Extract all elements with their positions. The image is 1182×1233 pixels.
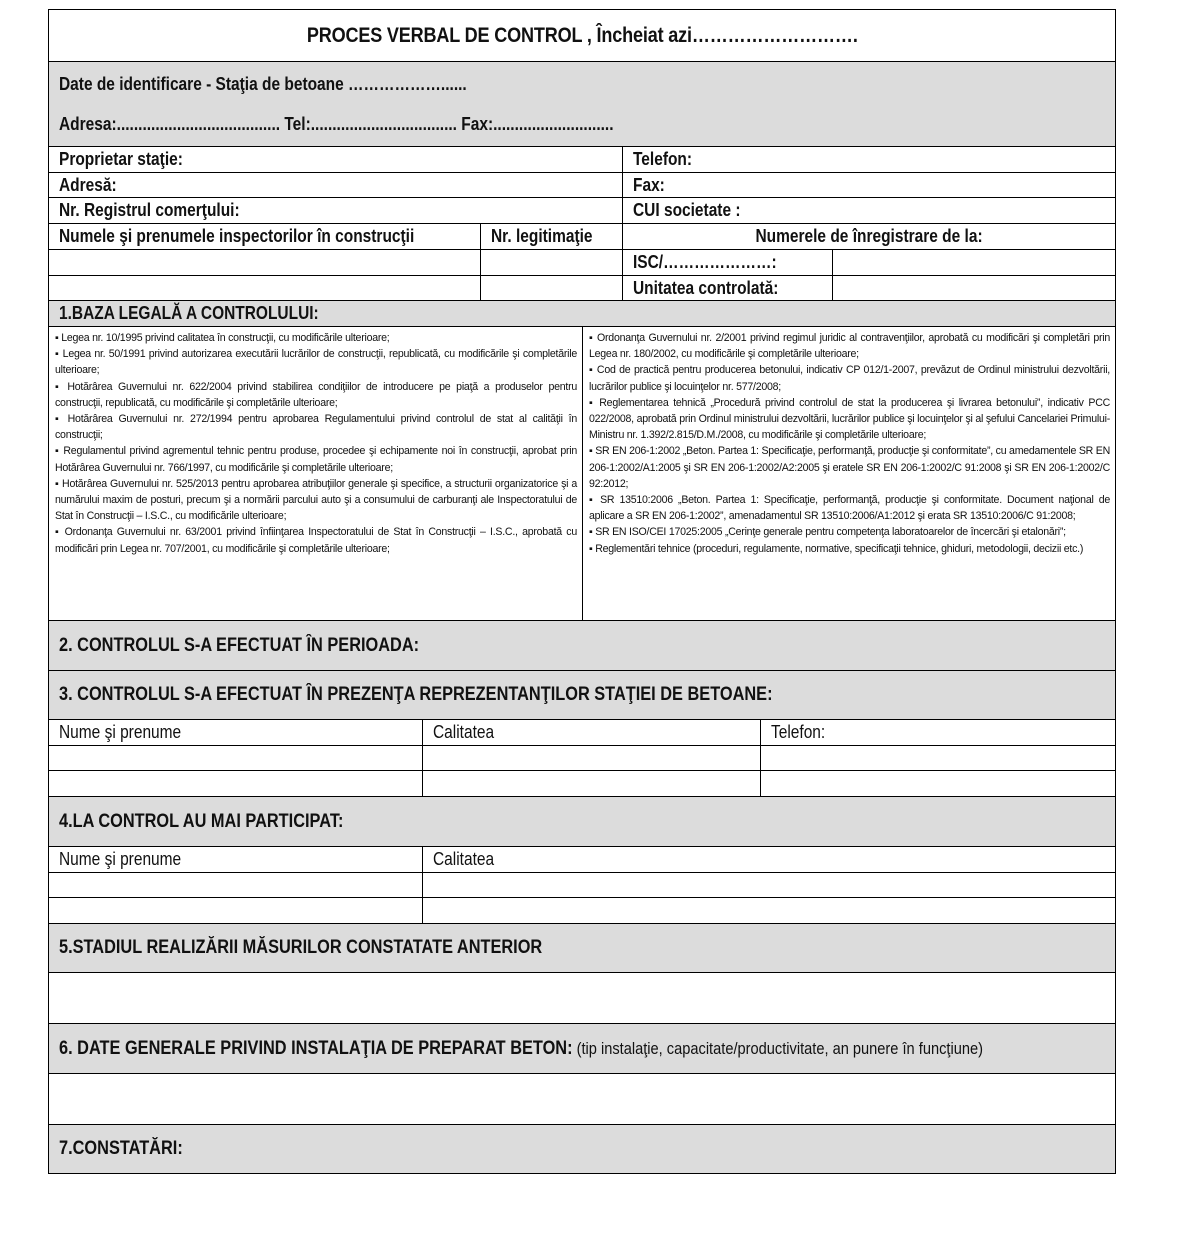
rep-phone-header: Telefon: xyxy=(771,722,826,742)
legal-reference-item: ▪ Hotărârea Guvernului nr. 272/1994 pentru aprobarea Regulamentului privind controlul de stat al calităţii în construcţii; xyxy=(55,413,577,442)
section-1-heading: 1.BAZA LEGALĂ A CONTROLULUI: xyxy=(59,303,319,323)
inspector-id-header: Nr. legitimaţie xyxy=(491,226,593,246)
controlled-unit-label: Unitatea controlată: xyxy=(633,277,779,298)
title-row xyxy=(49,10,1115,62)
rep-role-cell[interactable] xyxy=(423,771,761,796)
legal-reference-item: ▪ Legea nr. 50/1991 privind autorizarea executării lucrărilor de construcţii, republicată, cu modificările şi completările ulterioare; xyxy=(55,348,577,377)
registration-numbers-header: Numerele de înregistrare de la: xyxy=(755,226,983,246)
inspectors-row-2 xyxy=(49,276,1115,301)
participant-name-cell[interactable] xyxy=(49,898,423,923)
station-contact-line: Adresa:...................................... Tel:.................................. Fax:............................ xyxy=(59,114,614,134)
participant-role-cell[interactable] xyxy=(423,898,1115,923)
control-report-form xyxy=(48,9,1116,1174)
section-1-heading-row xyxy=(49,301,1115,327)
representatives-row-1 xyxy=(49,746,1115,771)
legal-reference-item: ▪ SR EN 206-1:2002 „Beton. Partea 1: Specificaţie, performanţă, producţie şi conformitate”, cu amedamentele SR EN 206-1:2002/A1:2005 şi SR EN 206-1:2002/A2:2005 şi eratele SR EN 206-1:2002/C 91:2008 şi SR EN 206-1:2002/C 92:2012; xyxy=(589,445,1110,490)
section-5-heading: 5.STADIUL REALIZĂRII MĂSURILOR CONSTATATE ANTERIOR xyxy=(59,937,543,958)
rep-name-cell[interactable] xyxy=(49,771,423,796)
rep-role-header: Calitatea xyxy=(433,722,495,742)
legal-reference-item: ▪ Ordonanţa Guvernului nr. 2/2001 privind regimul juridic al contravenţiilor, aprobată cu modificări şi completări prin Legea nr. 180/2002, cu modificările şi completările ulterioare; xyxy=(589,332,1110,361)
page-title: PROCES VERBAL DE CONTROL , Încheiat azi………………………. xyxy=(306,23,858,47)
rep-role-cell[interactable] xyxy=(423,746,761,770)
owner-label: Proprietar staţie: xyxy=(59,149,183,169)
legal-reference-item: ▪ Hotărârea Guvernului nr. 622/2004 privind stabilirea condiţiilor de introducere pe piaţă a produselor pentru construcţii, republicată, cu modificările şi completările ulterioare; xyxy=(55,380,577,409)
legal-reference-item: ▪ Reglementări tehnice (proceduri, regulamente, normative, specificaţii tehnice, ghiduri, metodologii, decizii etc.) xyxy=(589,542,1084,555)
legal-basis-section xyxy=(49,327,1115,621)
identification-section xyxy=(49,62,1115,147)
legal-reference-item: ▪ Regulamentul privind agrementul tehnic pentru produse, procedee şi echipamente noi în construcţii, aprobat prin Hotărârea Guvernului nr. 766/1997, cu modificările şi completările ulterioare; xyxy=(55,445,577,474)
section-4-heading: 4.LA CONTROL AU MAI PARTICIPAT: xyxy=(59,810,344,832)
inspector-id-cell[interactable] xyxy=(481,276,623,300)
section-3-row xyxy=(49,671,1115,720)
fax-label: Fax: xyxy=(633,174,665,195)
section-5-row xyxy=(49,924,1115,973)
legal-reference-item: ▪ Legea nr. 10/1995 privind calitatea în construcţii, cu modificările ulterioare; xyxy=(55,332,390,344)
inspector-name-header: Numele şi prenumele inspectorilor în construcţii xyxy=(59,226,415,246)
participant-name-cell[interactable] xyxy=(49,873,423,897)
participants-header-row xyxy=(49,847,1115,873)
address-row xyxy=(49,173,1115,198)
registry-label: Nr. Registrul comerţului: xyxy=(59,200,240,220)
owner-row xyxy=(49,147,1115,173)
section-4-row xyxy=(49,797,1115,847)
legal-reference-item: ▪ SR EN ISO/CEI 17025:2005 „Cerinţe generale pentru competenţa laboratoarelor de încercări şi etalonări”; xyxy=(589,526,1066,539)
rep-name-header: Nume şi prenume xyxy=(59,722,182,742)
legal-reference-item: ▪ Ordonanţa Guvernului nr. 63/2001 privind înfiinţarea Inspectoratului de Stat în Construcţii – I.S.C., aprobată cu modificări prin Legea nr. 707/2001, cu modificările şi completările ulterioare; xyxy=(55,526,577,555)
legal-reference-item: ▪ Hotărârea Guvernului nr. 525/2013 pentru aprobarea atribuţiilor generale şi specifice, a structurii organizatorice şi a numărului maxim de posturi, precum şi a normării parcului auto şi a consumului de carburanţi ale Inspectoratului de Stat în Construcţii – I.S.C., cu modificările ulterioare; xyxy=(55,477,577,523)
phone-label: Telefon: xyxy=(633,149,693,169)
inspectors-row-1 xyxy=(49,250,1115,276)
participant-name-header: Nume şi prenume xyxy=(59,849,182,869)
isc-label: ISC/…………………: xyxy=(633,252,777,272)
participant-role-cell[interactable] xyxy=(423,873,1115,897)
legal-reference-item: ▪ SR 13510:2006 „Beton. Partea 1: Specificaţie, performanţă, producţie şi conformitate. Document naţional de aplicare a SR EN 206-1:2002”, amenadamentul SR 13510:2006/A1:2012 şi erata SR 13510:2006/C 91:2008; xyxy=(589,494,1110,523)
rep-name-cell[interactable] xyxy=(49,746,423,770)
registry-row xyxy=(49,198,1115,224)
inspector-name-cell[interactable] xyxy=(49,250,481,275)
section-7-heading: 7.CONSTATĂRI: xyxy=(59,1138,183,1159)
station-identification: Date de identificare - Staţia de betoane ………………...... xyxy=(59,74,467,94)
legal-reference-item: ▪ Cod de practică pentru producerea betonului, indicativ CP 012/1-2007, prevăzut de Ordinul ministrului dezvoltării, lucrărilor publice şi locuinţelor nr. 577/2008; xyxy=(589,364,1110,393)
participants-row-2 xyxy=(49,898,1115,924)
inspector-name-cell[interactable] xyxy=(49,276,481,300)
section-6-heading: 6. DATE GENERALE PRIVIND INSTALAŢIA DE PREPARAT BETON: xyxy=(59,1037,573,1059)
controlled-unit-value-cell[interactable] xyxy=(833,276,1115,300)
inspector-id-cell[interactable] xyxy=(481,250,623,275)
isc-value-cell[interactable] xyxy=(833,250,1115,275)
rep-phone-cell[interactable] xyxy=(761,746,1115,770)
inspectors-header-row xyxy=(49,224,1115,250)
section-7-row xyxy=(49,1125,1115,1173)
section-2-heading: 2. CONTROLUL S-A EFECTUAT ÎN PERIOADA: xyxy=(59,634,420,656)
rep-phone-cell[interactable] xyxy=(761,771,1115,796)
address-label: Adresă: xyxy=(59,174,117,195)
section-3-heading: 3. CONTROLUL S-A EFECTUAT ÎN PREZENŢA REPREZENTANŢILOR STAŢIEI DE BETOANE: xyxy=(59,684,773,705)
section-6-content[interactable] xyxy=(49,1074,1115,1125)
legal-reference-item: ▪ Reglementarea tehnică „Procedură privind controlul de stat la producerea şi livrarea betonului”, indicativ PCC 022/2008, aprobată prin Ordinul ministrului dezvoltării, lucrărilor publice şi locuinţelor şi al şefului Cancelariei Primului-Ministru nr. 1.392/2.815/D.M./2008, cu modificările şi completările ulterioare; xyxy=(589,396,1110,442)
section-6-hint: (tip instalaţie, capacitate/productivitate, an punere în funcţiune) xyxy=(572,1038,983,1058)
section-2-row xyxy=(49,621,1115,671)
participant-role-header: Calitatea xyxy=(433,849,495,869)
representatives-header-row xyxy=(49,720,1115,746)
representatives-row-2 xyxy=(49,771,1115,797)
legal-basis-right-column xyxy=(583,327,1115,620)
cui-label: CUI societate : xyxy=(633,200,741,220)
legal-basis-left-column xyxy=(49,327,583,620)
participants-row-1 xyxy=(49,873,1115,898)
section-6-row xyxy=(49,1024,1115,1074)
section-5-content[interactable] xyxy=(49,973,1115,1024)
